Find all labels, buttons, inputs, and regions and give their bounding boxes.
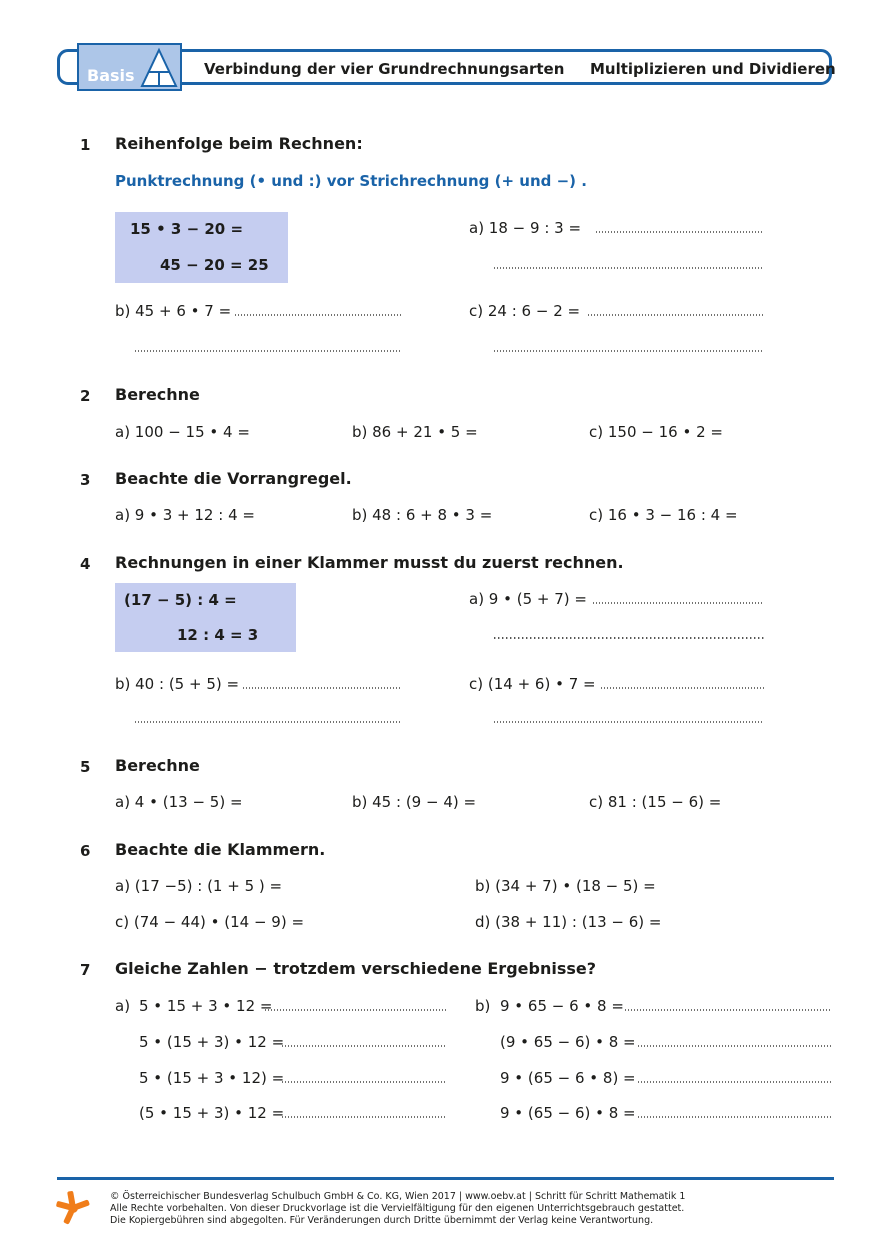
task1-rule: Punktrechnung (• und :) vor Strichrechnung (+ und −) . [115,172,587,190]
task1-a-answer-line1[interactable] [596,230,764,234]
oebv-logo-icon [55,1190,91,1226]
task7-a4-answer-line[interactable] [282,1115,447,1119]
task2-a: a) 100 − 15 • 4 = [115,423,250,441]
task1-c-answer-line1[interactable] [588,313,764,317]
triangle-logo-icon [139,47,179,89]
task7-b2: (9 • 65 − 6) • 8 = [500,1033,636,1051]
task7-a3: 5 • (15 + 3 • 12) = [139,1069,285,1087]
task4-number: 4 [80,555,91,573]
task1-c: c) 24 : 6 − 2 = [469,302,581,320]
task2-c: c) 150 − 16 • 2 = [589,423,723,441]
task6-c: c) (74 − 44) • (14 − 9) = [115,913,305,931]
task5-c: c) 81 : (15 − 6) = [589,793,722,811]
task7-b3-answer-line[interactable] [638,1080,831,1084]
task1-a-answer-line2[interactable] [494,266,764,270]
task7-b4-answer-line[interactable] [638,1115,831,1119]
task3-b: b) 48 : 6 + 8 • 3 = [352,506,493,524]
task3-title: Beachte die Vorrangregel. [115,469,352,488]
task2-title: Berechne [115,385,200,404]
footer-line1: © Österreichischer Bundesverlag Schulbuch GmbH & Co. KG, Wien 2017 | www.oebv.at | Schritt für Schritt Mathematik 1 [110,1191,686,1202]
task1-b-answer-line1[interactable] [235,313,401,317]
task7-a4: (5 • 15 + 3) • 12 = [139,1104,285,1122]
task7-b1: 9 • 65 − 6 • 8 = [500,997,624,1015]
task5-a: a) 4 • (13 − 5) = [115,793,243,811]
task7-a2: 5 • (15 + 3) • 12 = [139,1033,285,1051]
task5-title: Berechne [115,756,200,775]
task3-a: a) 9 • 3 + 12 : 4 = [115,506,255,524]
header-title-left: Verbindung der vier Grundrechnungsarten [204,60,565,78]
task1-example-line1: 15 • 3 − 20 = [130,220,244,238]
header-title-right: Multiplizieren und Dividieren [590,60,836,78]
task1-number: 1 [80,136,91,154]
task5-number: 5 [80,758,91,776]
task7-title: Gleiche Zahlen − trotzdem verschiedene Ergebnisse? [115,959,597,978]
task7-b1-answer-line[interactable] [625,1008,831,1012]
task4-c: c) (14 + 6) • 7 = [469,675,596,693]
task1-title: Reihenfolge beim Rechnen: [115,134,363,153]
task6-title: Beachte die Klammern. [115,840,326,859]
task6-number: 6 [80,842,91,860]
task4-c-answer-line1[interactable] [601,686,764,690]
task7-b3: 9 • (65 − 6 • 8) = [500,1069,636,1087]
task7-a-label: a) [115,997,131,1015]
task1-a: a) 18 − 9 : 3 = [469,219,582,237]
task4-example-line1: (17 − 5) : 4 = [124,591,237,609]
task4-a-answer-line2[interactable] [494,636,766,640]
task7-b-label: b) [475,997,491,1015]
task7-a2-answer-line[interactable] [282,1044,447,1048]
task7-a1: 5 • 15 + 3 • 12 = [139,997,273,1015]
basis-logo [77,43,182,91]
task1-b: b) 45 + 6 • 7 = [115,302,232,320]
footer-divider [57,1177,834,1180]
task3-c: c) 16 • 3 − 16 : 4 = [589,506,738,524]
task4-b-answer-line1[interactable] [243,686,401,690]
task5-b: b) 45 : (9 − 4) = [352,793,477,811]
footer-line2: Alle Rechte vorbehalten. Von dieser Druckvorlage ist die Vervielfältigung für den eigenen Unterrichtsgebrauch gestattet. [110,1203,685,1214]
task2-number: 2 [80,387,91,405]
task4-title: Rechnungen in einer Klammer musst du zuerst rechnen. [115,553,624,572]
task4-b-answer-line2[interactable] [135,720,401,724]
task1-example-box [115,212,288,283]
logo-label: Basis [87,66,135,85]
task6-d: d) (38 + 11) : (13 − 6) = [475,913,662,931]
task1-c-answer-line2[interactable] [494,349,764,353]
task3-number: 3 [80,471,91,489]
footer-line3: Die Kopiergebühren sind abgegolten. Für Veränderungen durch Dritte übernimmt der Verlag keine Verantwortung. [110,1215,654,1226]
task6-b: b) (34 + 7) • (18 − 5) = [475,877,656,895]
task1-example-line2: 45 − 20 = 25 [160,256,269,274]
task7-b2-answer-line[interactable] [638,1044,831,1048]
task7-a3-answer-line[interactable] [282,1080,447,1084]
task4-example-box [115,583,296,652]
task1-b-answer-line2[interactable] [135,349,401,353]
task4-b: b) 40 : (5 + 5) = [115,675,240,693]
task6-a: a) (17 −5) : (1 + 5 ) = [115,877,283,895]
task4-a: a) 9 • (5 + 7) = [469,590,587,608]
task7-b4: 9 • (65 − 6) • 8 = [500,1104,636,1122]
task4-example-line2: 12 : 4 = 3 [177,626,259,644]
task2-b: b) 86 + 21 • 5 = [352,423,478,441]
task7-a1-answer-line[interactable] [265,1008,447,1012]
task7-number: 7 [80,961,91,979]
task4-c-answer-line2[interactable] [494,720,764,724]
task4-a-answer-line1[interactable] [593,601,764,605]
